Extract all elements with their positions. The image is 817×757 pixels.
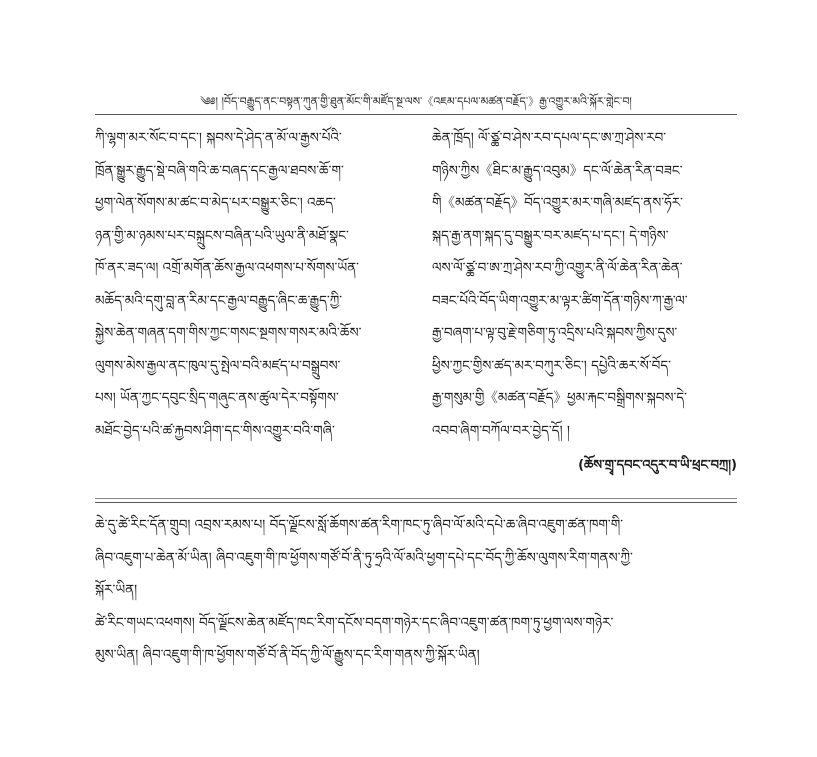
right-column-line: གི《མཚན་བརྗོད》བོད་འགྱུར་མར་གཞི་མཛད་ནས་ཧོར་ (432, 195, 683, 211)
right-column (432, 122, 737, 447)
section-rule-upper (95, 498, 737, 499)
author-notes (95, 509, 745, 672)
left-column-line: ཁྲོན་སྒྱུར་རྒྱུད་སྡེ་བཞི་གའི་ཆ་བཞད་དང་རྒྱལ་ཐབས་ཆོ་ག་ (95, 162, 344, 179)
left-column-line: མཐོང་བྱེད་པའི་ཚ་རྐྱབས་ཤིག་དང་གིས་འགྱུར་བའི་གཞི་ (95, 422, 335, 439)
left-column-line: ལུགས་མེས་རྒྱལ་ནང་ཁུལ་དུ་སྤེལ་བའི་མཛད་པ་བསྒྲུབས་ (95, 357, 341, 374)
author-note-line: ཚེ་རིང་གཡང་འཕགས། བོད་ལྗོངས་ཆེན་མཛོད་ཁང་རིག་དངོས་བདག་གཉེར་དང་ཞིབ་འཇུག་ཚན་ཁག་ཏུ་ཕྱག་ལས་གཉེར་ (95, 614, 614, 631)
right-column-line: ཕྱིས་ཀྱང་གྱིས་ཚད་མར་བཀུར་ཅིང་། དཔྱེའི་ཆར་སོ་བོད་ (432, 357, 671, 374)
author-note-line: སྐོར་ཡིན། (95, 582, 138, 598)
left-column-line: སྐྱེས་ཆེན་གཞན་དག་གིས་ཀྱང་གསང་སྔགས་གསར་མའི་ཆོས་ (95, 325, 362, 341)
right-column-line: རྒྱ་གསུམ་གྱི《མཚན་བརྗོད》ཕྱམ་རྐང་བསྒྲིགས་སྐབས་དེ་ (432, 390, 688, 406)
right-column-line: རྒྱ་བཞག་པ་ལྟ་བུ་རྗེ་གཅིག་ཏུ་འདྲིས་པའི་སྐབས་ཀྱིས་དུས་ (432, 325, 678, 341)
left-column-line: ཕྱག་ལེན་སོགས་མ་ཚང་བ་མེད་པར་བསྒྱུར་ཅིང་། འཆད་ (95, 195, 336, 211)
author-note-line: ཞིབ་འཇུག་པ་ཆེན་མོ་ཡིན། ཞིབ་འཇུག་གི་ཁ་ཕྱོགས་གཙོ་བོ་ནི་ཏུ་ཧྲའི་ལོ་མའི་ཕྱག་དཔེ་དང་བོད་ཀྱི་ཆོས་ལུགས་རིག་གནས་ཀྱི་ (95, 549, 633, 566)
right-column-line: འབབ་ཞིག་བཀོལ་བར་བྱེད་དོ། ། (432, 422, 570, 439)
left-column-line: པས། ཡོན་ཀྱང་དབུང་སྲིད་གཞུང་ནས་ཚུལ་དེར་བསྟོགས་ (95, 390, 339, 406)
header-rule (95, 114, 737, 115)
running-header: ༄༅། །བོད་བརྒྱུད་ནང་བསྟན་ཀུན་གྱི་ཐུན་མོང་གི་མཛོད་སྔ་ལས་《འཇམ་དཔལ་མཚན་བརྗོད་》རྒྱ་འགྱུར་མའི་སྐོར་གླེང་བ། (200, 95, 632, 108)
right-column-line: བཟང་པོའི་བོད་ཡིག་འགྱུར་མ་ལྟར་ཚིག་དོན་གཉིས་ཀ་རྒྱ་ལ་ (432, 292, 688, 309)
right-column-line: སྐད་རྒྱ་ནག་སྐད་དུ་བསྒྱུར་བར་མཛད་པ་དང་། དེ་གཉིས་ (432, 227, 669, 244)
right-column-line: ལས་ལོ་ཙྪ་བ་ཨ་ཀྲ་ཤེས་རབ་ཀྱི་འགྱུར་ནི་ལོ་ཆེན་རིན་ཆེན་ (432, 260, 683, 276)
attribution: (ཆོས་གྲྭ་དབང་འདུར་བ་ཡི་ཕྲང་བཀྲ།) (578, 458, 737, 473)
left-column-line: ཀི་ལྷག་མར་སོང་བ་དང་། སྐབས་དེ་ཤེད་ན་མོ་ལ་རྒྱས་པོའི་ (95, 130, 342, 146)
left-column-line: ཁོ་ནར་ཟད་ལ། འགྲོ་མགོན་ཆོས་རྒྱལ་འཕགས་པ་སོགས་ཡོན་ (95, 260, 359, 276)
right-column-line: ཆེན་ཁྲོད། ལོ་ཙྪ་བ་ཤེས་རབ་དཔལ་དང་ཨ་ཀྲ་ཤེས་རབ་ (432, 130, 667, 146)
left-column (95, 122, 395, 447)
author-note-line: མུས་ཡིན། ཞིབ་འཇུག་གི་ཁ་ཕྱོགས་གཙོ་བོ་ནི་བོད་ཀྱི་ལོ་རྒྱུས་དང་རིག་གནས་ཀྱི་སྐོར་ཡིན། (95, 647, 480, 663)
section-rule-lower (95, 502, 737, 503)
left-column-line: ཉན་གྱི་མ་ཉམས་པར་བསྐྲུངས་བཞིན་པའི་ཡུལ་ནི་མཐོ་སྣང་ (95, 227, 349, 244)
left-column-line: མཆོད་མའི་དགུ་བླ་ན་རིམ་དང་རྒྱལ་བརྒྱུད་ཞིང་ཆ་རྒྱུད་ཀྱི་ (95, 292, 343, 309)
author-note-line: ཆེ་དུ་ཚེ་རིང་དོན་གྲུབ། འབྲས་རམས་པ། བོད་ལྗོངས་སློ་ཆོགས་ཚན་རིག་ཁང་ཏུ་ཞིབ་ལོ་མའི་དཔེ་ཆ་ཞིབ་འཇུག་ཚན་ཁག་གི་ (95, 517, 624, 533)
right-column-line: གཉིས་ཀྱིས《ཐིང་མ་རྒྱུད་འབུམ》དང་ལོ་ཆེན་རིན་བཟང་ (432, 162, 683, 179)
